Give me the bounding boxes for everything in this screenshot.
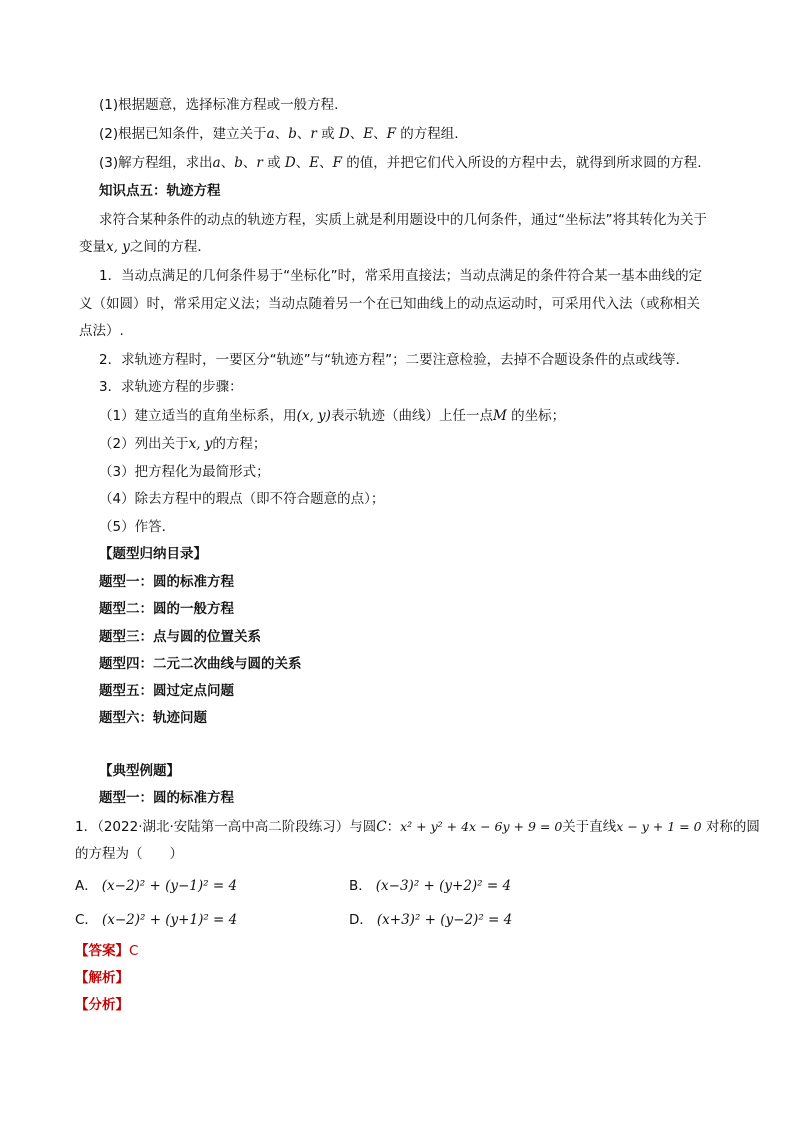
answer-value: C bbox=[129, 943, 139, 959]
option-a[interactable]: A． (x−2)² + (y−1)² = 4 bbox=[75, 878, 238, 894]
kp5-title: 知识点五：轨迹方程 bbox=[99, 183, 221, 199]
kp5-step2: （2）列出关于x, y的方程； bbox=[99, 436, 267, 452]
question-1-line2: 的方程为（ ） bbox=[75, 846, 183, 862]
kp5-p3: 3．求轨迹方程的步骤： bbox=[99, 379, 243, 395]
fenxi-tag: 【分析】 bbox=[75, 997, 129, 1013]
catalog-item-4: 题型四：二元二次曲线与圆的关系 bbox=[99, 656, 302, 672]
step-1: (1)根据题意，选择标准方程或一般方程. bbox=[99, 97, 339, 113]
kp5-intro-line2: 变量x, y之间的方程． bbox=[79, 239, 211, 255]
step-3: (3)解方程组，求出a、b、r 或 D、E、F 的值，并把它们代入所设的方程中去，就得到所求圆的方程. bbox=[99, 155, 702, 171]
example-type1-title: 题型一：圆的标准方程 bbox=[99, 790, 234, 806]
kp5-p2: 2．求轨迹方程时，一要区分“轨迹”与“轨迹方程”；二要注意检验，去掉不合题设条件的点或线等． bbox=[99, 352, 690, 368]
catalog-item-6: 题型六：轨迹问题 bbox=[99, 710, 207, 726]
step-2: (2)根据已知条件，建立关于a、b、r 或 D、E、F 的方程组. bbox=[99, 126, 459, 142]
kp5-step1: （1）建立适当的直角坐标系，用(x, y)表示轨迹（曲线）上任一点M 的坐标； bbox=[99, 408, 566, 424]
catalog-item-5: 题型五：圆过定点问题 bbox=[99, 683, 234, 699]
catalog-item-3: 题型三：点与圆的位置关系 bbox=[99, 629, 261, 645]
answer-tag: 【答案】 bbox=[75, 943, 129, 959]
option-b[interactable]: B． (x−3)² + (y+2)² = 4 bbox=[349, 878, 512, 894]
kp5-p1-line1: 1．当动点满足的几何条件易于“坐标化”时，常采用直接法；当动点满足的条件符合某一基本曲线的定 bbox=[99, 268, 703, 284]
kp5-p1-line2: 义（如圆）时，常采用定义法；当动点随着另一个在已知曲线上的动点运动时，可采用代入法（或称相关 bbox=[79, 296, 700, 312]
analysis-tag: 【解析】 bbox=[75, 970, 129, 986]
kp5-p1-line3: 点法）. bbox=[79, 323, 124, 339]
catalog-item-2: 题型二：圆的一般方程 bbox=[99, 601, 234, 617]
answer-line bbox=[75, 942, 138, 960]
question-1-line1: 1．（2022·湖北·安陆第一高中高二阶段练习）与圆C：x² + y² + 4x − 6y + 9 = 0关于直线x − y + 1 = 0 对称的圆 bbox=[75, 819, 760, 835]
kp5-step3: （3）把方程化为最简形式； bbox=[99, 464, 270, 480]
catalog-title: 【题型归纳目录】 bbox=[99, 546, 207, 562]
examples-title: 【典型例题】 bbox=[99, 763, 180, 779]
option-d[interactable]: D． (x+3)² + (y−2)² = 4 bbox=[349, 912, 513, 928]
kp5-intro-line1: 求符合某种条件的动点的轨迹方程，实质上就是利用题设中的几何条件，通过“坐标法”将其转化为关于 bbox=[99, 212, 707, 228]
catalog-item-1: 题型一：圆的标准方程 bbox=[99, 574, 234, 590]
kp5-step4: （4）除去方程中的瑕点（即不符合题意的点）； bbox=[99, 491, 385, 507]
kp5-step5: （5）作答． bbox=[99, 519, 176, 535]
option-c[interactable]: C． (x−2)² + (y+1)² = 4 bbox=[75, 912, 238, 928]
